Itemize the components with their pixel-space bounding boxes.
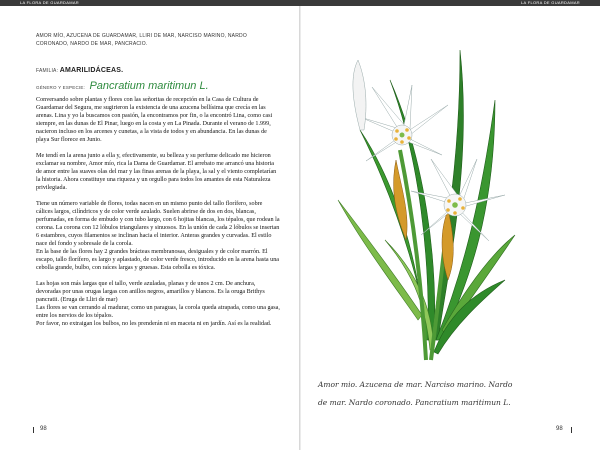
flower-bud bbox=[353, 60, 366, 130]
genus-line bbox=[36, 76, 209, 94]
page-gutter bbox=[299, 0, 301, 450]
paragraph: Tiene un número variable de flores, todas nacen en un mismo punto del tallo florífero, sobre cálices largos, cilíndricos y de color verde azulado. Suelen abrirse de dos en dos, blancas, perfumadas, en forma de embudo y con tubo largo, con 6 hojitas blancas, los tépalos, que rodean la corona. La corona con 12 lóbulos triangulares y sinuosos. En la unión de cada 2 lóbulos se insertan 6 estambres, cuyos filamentos se inclinan hacia el interior. Anteras grandes y curvadas. El estilo nace del fondo y sobresale de la corola. bbox=[36, 201, 280, 248]
leaf bbox=[360, 130, 430, 340]
paragraph: Conversando sobre plantas y flores con las señoritas de recepción en la Casa de Cultura de Guardamar del Segura, me sugirieron la existencia de una azucena bellísima que crecía en las arenas. Lina y yo la buscamos con pasión, la encontramos por fin, o la encontró Lina, como casi siempre, en las dunas de El Pinar, luego en la costa y en La Pinada. Durante el verano de 1.999, nacieron incluso en los arcenes y cunetas, a la vista de todos y en abundancia. En las dunas de playa Sur florece en Junio. bbox=[36, 97, 273, 144]
caption-line: Amor mio. Azucena de mar. Narciso marino. Nardo bbox=[318, 380, 513, 389]
family-value: AMARILIDÁCEAS. bbox=[59, 67, 124, 74]
page-number-left: 98 bbox=[40, 426, 47, 432]
paragraph: Por favor, no extraigan los bulbos, no les prenderán ni en maceta ni en jardín. Así es la realidad. bbox=[36, 321, 272, 328]
common-names: AMOR MÍO, AZUCENA DE GUARDAMAR, LLIRI DE MAR, NARCISO MARINO, NARDO CORONADO, NARDO DE MAR, PANCRACIO. bbox=[36, 33, 247, 47]
page-number-right: 98 bbox=[556, 426, 563, 432]
page-number-rule bbox=[33, 427, 34, 433]
paragraph: Las hojas son más largas que el tallo, verde azuladas, planas y de unos 2 cm. De anchura, devoradas por unas orugas largas con anillos negros, amarillos y blancos. Es la oruga Brithys pancratii. (Eruga de Lliri de mar) bbox=[36, 281, 265, 304]
article-body bbox=[36, 96, 280, 328]
sea-lily-illustration bbox=[330, 40, 545, 370]
paragraph: Las flores se van cerrando al madurar, como un paraguas, la corola queda atrapada, como una gasa, entre los nervios de los tépalos. bbox=[36, 305, 280, 320]
caption-line: de mar. Nardo coronado. Pancratium maritimun L. bbox=[318, 398, 511, 407]
leaf bbox=[338, 200, 422, 320]
illustration-caption bbox=[318, 376, 538, 412]
page-number-rule bbox=[571, 427, 572, 433]
paragraph: En la base de las flores hay 2 grandes brácteas membranosas, desiguales y de color marrón. El escapo, tallo florífero, es largo y aplastado, de color verde fresco, introducido en la arena hasta una cebolla grande, bulbo, con raíces largas y gruesas. Esta cebolla es tóxica. bbox=[36, 249, 280, 272]
genus-label: GÉNERO Y ESPECIE: bbox=[36, 85, 85, 90]
stem bbox=[400, 150, 426, 360]
family-line bbox=[36, 67, 123, 74]
species-name: Pancratium maritimun L. bbox=[89, 80, 209, 92]
running-header-left: LA FLORA DE GUARDAMAR bbox=[0, 0, 300, 6]
paragraph: Me tendí en la arena junto a ella y, efectivamente, su belleza y su perfume delicado me hicieron exclamar su nombre, Amor mío, rica la Dama de Guardamar. El arrebato me arrancó una historia de amor entre las suaves olas del mar y las finas arenas de la playa, la sal y el viento completarían la historia. Ahora constituye una riqueza y un orgullo para todos los amantes de esta Naturaleza privilegiada. bbox=[36, 153, 277, 192]
family-label: FAMILIA: bbox=[36, 68, 59, 74]
running-header-right: LA FLORA DE GUARDAMAR bbox=[300, 0, 600, 6]
